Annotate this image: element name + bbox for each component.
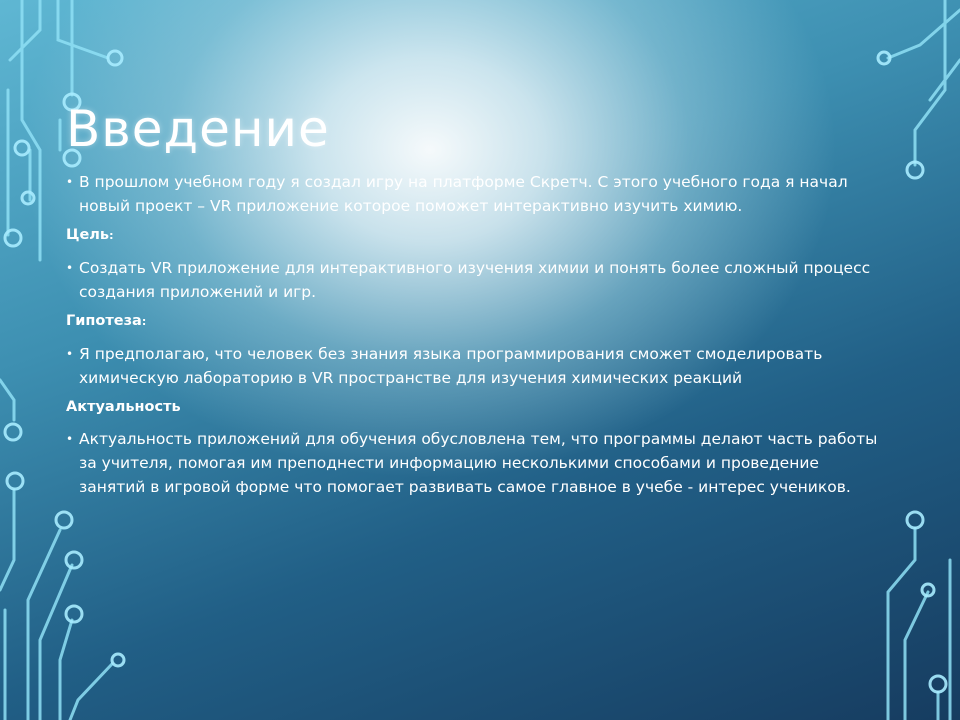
goal-label — [66, 224, 886, 247]
relevance-text: Актуальность приложений для обучения обусловлена тем, что программы делают часть работы за учителя, помогая им преподнести информацию несколькими способами и проведение занятий в игровой форме что помогает развивать самое главное в учебе - интерес учеников. — [79, 430, 878, 496]
intro-text: В прошлом учебном году я создал игру на платформе Скретч. С этого учебного года я начал новый проект – VR приложение которое поможет интерактивно изучить химию. — [79, 173, 848, 215]
slide-title: Введение — [66, 100, 330, 158]
hypothesis-text: Я предполагаю, что человек без знания языка программирования сможет смоделировать химическую лабораторию в VR пространстве для изучения химических реакций — [79, 345, 823, 387]
slide-content — [66, 170, 886, 505]
bullet-dot-icon: • — [66, 175, 74, 189]
hypothesis-label-text: Гипотеза — [66, 313, 142, 329]
bullet-dot-icon: • — [66, 261, 74, 275]
bullet-dot-icon: • — [66, 347, 74, 361]
relevance-label — [66, 396, 886, 418]
intro-bullet — [66, 170, 886, 218]
relevance-bullet — [66, 427, 886, 499]
bullet-dot-icon: • — [66, 432, 74, 446]
relevance-label-text: Актуальность — [66, 399, 181, 415]
hypothesis-label-colon: : — [141, 315, 147, 328]
goal-label-colon: : — [109, 229, 114, 242]
goal-label-text: Цель — [66, 227, 110, 243]
hypothesis-label — [66, 310, 886, 333]
hypothesis-bullet — [66, 342, 886, 390]
goal-text: Создать VR приложение для интерактивного изучения химии и понять более сложный процесс создания приложений и игр. — [79, 259, 871, 301]
goal-bullet — [66, 256, 886, 304]
